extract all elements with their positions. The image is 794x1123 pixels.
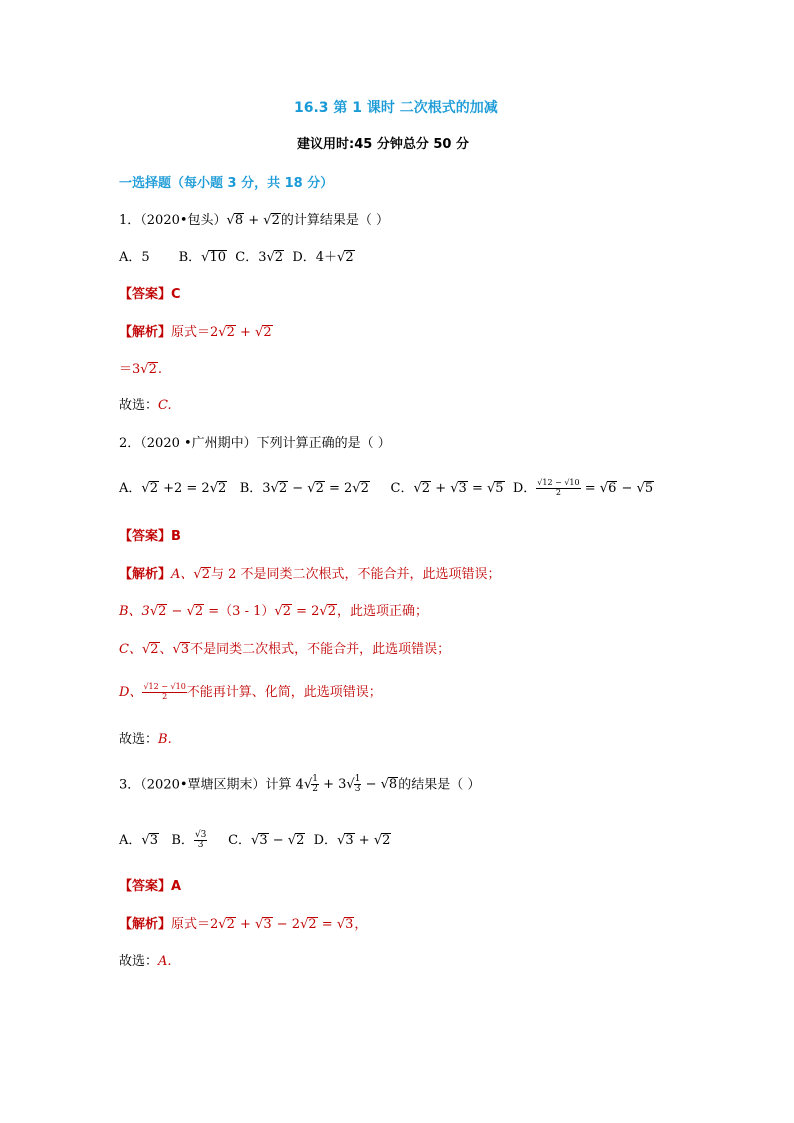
q3-option-d: D．√3 + √2 (313, 833, 391, 849)
q1-option-b: B．√10 (178, 250, 227, 265)
q2-analysis-c: C、√2、√3不是同类二次根式，不能合并，此选项错误； (119, 642, 451, 657)
q1-answer: 【答案】C (119, 287, 181, 302)
q1-option-d: D．4＋√2 (292, 250, 354, 265)
question-2-stem: 2．（2020 •广州期中）下列计算正确的是（ ） (119, 436, 391, 451)
q2-analysis-d: D、 $\frac{√12 - √10}{2}$ 不能再计算、化简，此选项错误； (119, 682, 382, 701)
q2-option-a: A．√2 +2 = 2√2 (119, 480, 227, 496)
section-heading: 一选择题（每小题 3 分，共 18 分） (119, 176, 334, 191)
q3-option-a: A．√3 (119, 833, 158, 849)
q2-conclusion: 故选：B. (119, 732, 172, 747)
question-1-options (119, 250, 355, 265)
question-1-stem: 1．（2020•包头）√8 + √2的计算结果是（ ） (119, 213, 389, 228)
q3-analysis: 【解析】原式＝2√2 + √3 − 2√2 = √3， (119, 917, 368, 932)
q1-analysis: 【解析】原式＝2√2 + √2 (119, 325, 272, 340)
q1-option-c: C．3√2 (235, 250, 284, 265)
question-3-stem: 3．（2020•覃塘区期末）计算 4√ $\frac{1}{2}$ + 3√ $\frac{1}{3}$ − √8的结果是（ ） (119, 774, 481, 795)
page-title: 16.3 第 1 课时 二次根式的加减 (294, 100, 498, 116)
q3-option-c: C．√3 − √2 (228, 833, 305, 849)
q2-option-d: D． $\frac{√12 - √10}{2}$ = √6 − √5 (512, 478, 654, 497)
q1-conclusion: 故选：C. (119, 398, 172, 413)
question-2-options (119, 479, 654, 498)
q2-option-c: C．√2 + √3 = √5 (390, 480, 504, 496)
q3-option-b: B． $\frac{√3}{3}$ (171, 830, 207, 851)
q2-analysis-b: B、3√2 − √2 =（3 - 1）√2 = 2√2，此选项正确； (119, 604, 428, 619)
q1-analysis-result: ＝3√2. (119, 362, 162, 377)
q3-answer: 【答案】A (119, 879, 182, 894)
question-3-options (119, 831, 391, 851)
page-subtitle: 建议用时:45 分钟总分 50 分 (297, 137, 469, 152)
q3-conclusion: 故选：A. (119, 954, 172, 969)
q2-option-b: B．3√2 − √2 = 2√2 (239, 480, 369, 496)
q1-option-a: A．5 (119, 250, 150, 265)
q2-analysis-a: 【解析】A、√2与 2 不是同类二次根式，不能合并，此选项错误； (119, 567, 501, 582)
q2-answer: 【答案】B (119, 529, 181, 544)
